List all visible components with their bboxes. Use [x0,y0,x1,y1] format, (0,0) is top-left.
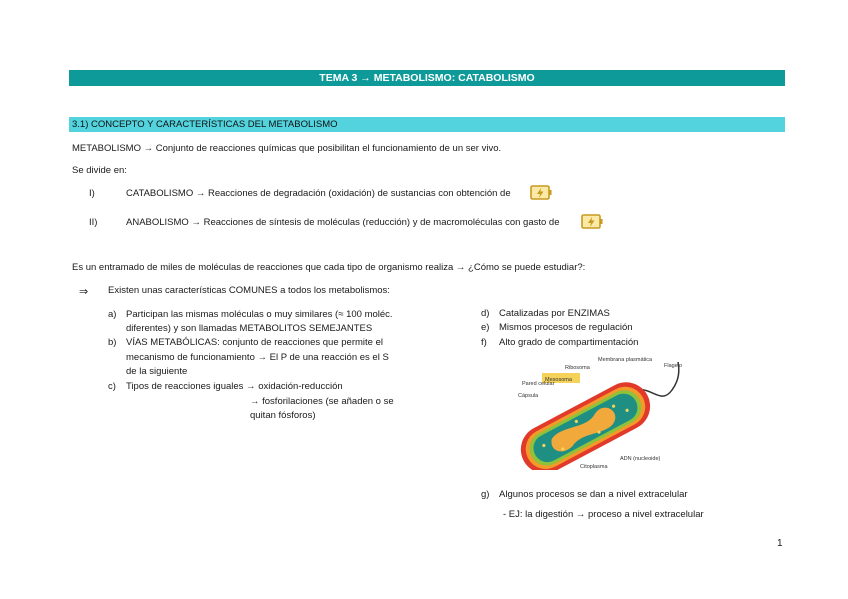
label-pared: Pared celular [522,381,555,387]
item-e: Mismos procesos de regulación [499,322,633,333]
item-number: f) [481,337,487,348]
battery-energy-icon [581,213,603,230]
item-f: Alto grado de compartimentación [499,337,639,348]
label-mesosoma: Mesosoma [545,377,572,383]
divides-label: Se divide en: [72,165,127,176]
section-heading: 3.1) CONCEPTO Y CARACTERÍSTICAS DEL METABOLISMO [69,117,785,132]
item-a-line: diferentes) y son llamadas METABOLITOS SEMEJANTES [126,323,373,334]
battery-energy-icon [530,184,552,201]
page-number: 1 [777,538,783,549]
item-g: Algunos procesos se dan a nivel extracelular [499,489,688,500]
network-statement: Es un entramado de miles de moléculas de reacciones que cada tipo de organismo realiza → ¿Cómo se puede estudiar?: [72,262,586,273]
label-ribosoma: Ribosoma [565,365,590,371]
item-a-line: Participan las mismas moléculas o muy similares (≈ 100 moléc. [126,309,393,320]
item-b-line: mecanismo de funcionamiento → El P de una reacción es el S [126,352,389,363]
item-c-line: quitan fósforos) [250,410,316,421]
anabolism-text: ANABOLISMO → Reacciones de síntesis de moléculas (reducción) y de macromoléculas con gasto de [126,217,560,228]
metabolism-definition: METABOLISMO → Conjunto de reacciones químicas que posibilitan el funcionamiento de un ser vivo. [72,143,502,154]
item-b-line: de la siguiente [126,366,188,377]
item-c-line: Tipos de reacciones iguales → oxidación-reducción [126,381,343,392]
item-number: e) [481,322,490,333]
label-flagelo: Flagelo [664,363,683,369]
type-number: II) [89,217,98,228]
item-c-line: → fosforilaciones (se añaden o se [250,396,394,407]
implies-arrow-icon: ⇒ [79,286,89,298]
document-title: TEMA 3 → METABOLISMO: CATABOLISMO [69,70,785,86]
bacterial-cell-diagram [510,352,690,470]
label-membrana: Membrana plasmática [598,357,653,363]
item-number: d) [481,308,490,319]
label-adn: ADN (nucleoide) [620,456,661,462]
catabolism-text: CATABOLISMO → Reacciones de degradación (oxidación) de sustancias con obtención de [126,188,511,199]
item-number: a) [108,309,117,320]
digestion-example: - EJ: la digestión → proceso a nivel extracelular [503,509,704,520]
label-capsula: Cápsula [518,393,539,399]
common-characteristics: Existen unas características COMUNES a todos los metabolismos: [108,285,390,296]
item-number: g) [481,489,490,500]
item-d: Catalizadas por ENZIMAS [499,308,610,319]
item-b-line: VÍAS METABÓLICAS: conjunto de reacciones que permite el [126,337,383,348]
label-citoplasma: Citoplasma [580,464,608,470]
item-number: b) [108,337,117,348]
item-number: c) [108,381,116,392]
type-number: I) [89,188,95,199]
